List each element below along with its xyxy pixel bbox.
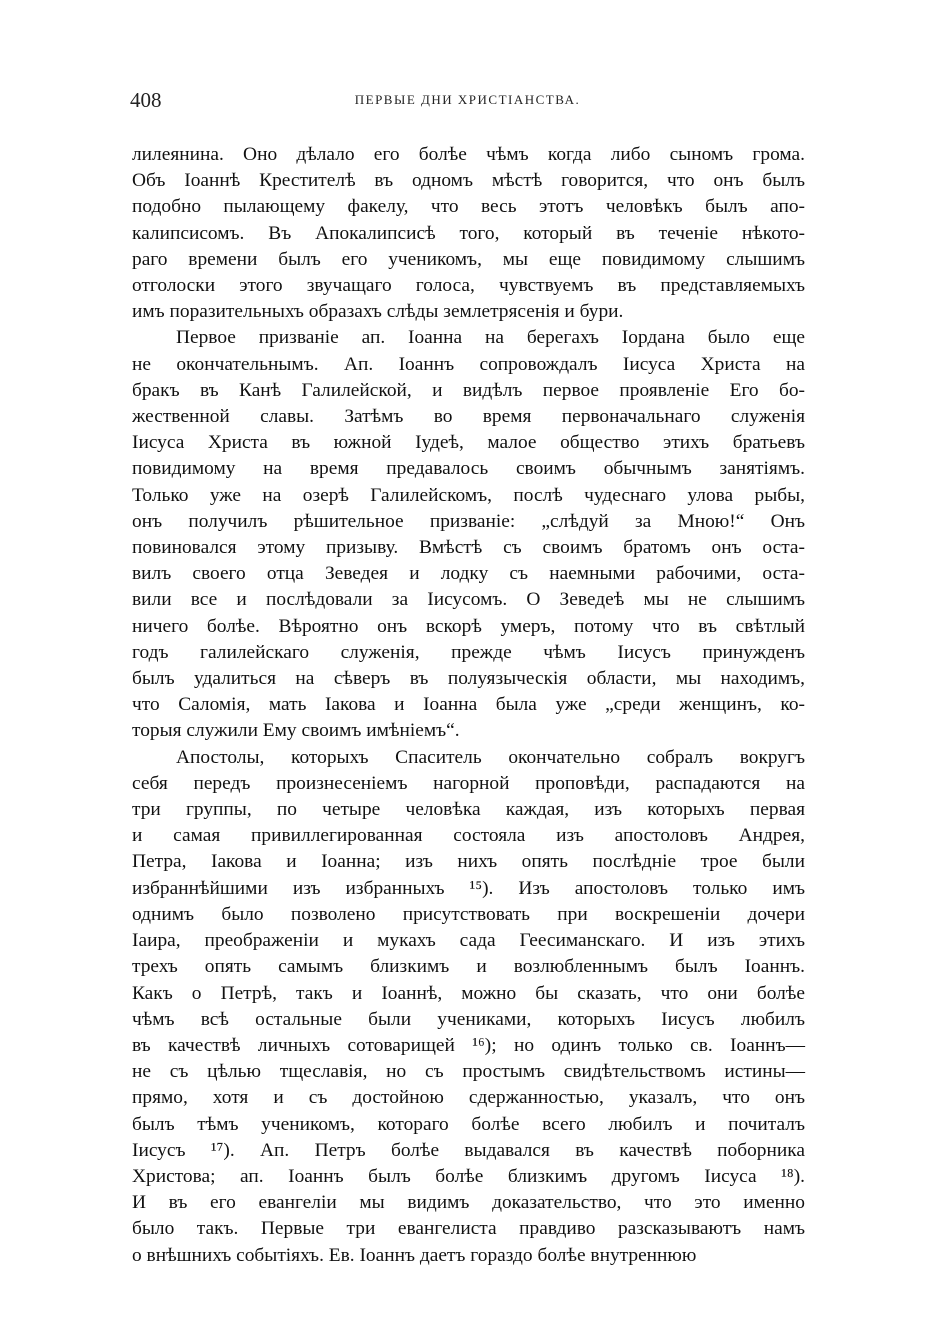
text-line: Петра, Iакова и Iоанна; изъ нихъ опять послѣднiе трое были [132,851,805,873]
text-line: въ качествѣ личныхъ сотоварищей ¹⁶); но одинъ только св. Iоаннъ— [132,1034,805,1056]
text-line: о внѣшнихъ событiяхъ. Ев. Iоаннъ даетъ гораздо болѣе внутреннюю [132,1244,697,1266]
text-line: лилеянина. Оно дѣлало его болѣе чѣмъ когда либо сыномъ грома. [132,144,805,165]
text-line: было такъ. Первые три евангелиста правдиво разсказываютъ намъ [132,1218,805,1240]
paragraph [132,142,805,325]
paragraph [132,745,805,1269]
text-line: и самая привиллегированная состояла изъ апостоловъ Андрея, [132,825,805,847]
text-line: повиновался этому призыву. Вмѣстѣ съ своимъ братомъ онъ оста- [132,537,805,559]
text-line: Iисуса Христа въ южной Iудеѣ, малое общество этихъ братьевъ [132,432,805,454]
text-line: три группы, по четыре человѣка каждая, изъ которыхъ первая [132,799,805,821]
text-line: Христова; ап. Iоаннъ былъ болѣе близкимъ другомъ Iисуса ¹⁸). [132,1165,805,1187]
text-line: повидимому на время предавалось своимъ обычнымъ занятiямъ. [132,458,805,480]
text-line: имъ поразительныхъ образахъ слѣды землетрясенiя и бури. [132,301,624,323]
page-number: 408 [130,88,162,112]
text-line: Iисусъ ¹⁷). Ап. Петръ болѣе выдавался въ качествѣ поборника [132,1139,805,1161]
text-line: И въ его евангелiи мы видимъ доказательство, что это именно [132,1192,805,1214]
text-line: Объ Iоаннѣ Крестителѣ въ одномъ мѣстѣ говорится, что онъ былъ [132,170,805,192]
running-title: ПЕРВЫЕ ДНИ ХРИСТIАНСТВА. [354,92,581,107]
text-line: былъ тѣмъ ученикомъ, котораго болѣе всего любилъ и почиталъ [132,1113,805,1135]
text-line: Первое призванiе ап. Iоанна на берегахъ Iордана было еще [176,327,805,349]
text-line: однимъ было позволено присутствовать при воскрешенiи дочери [132,903,805,925]
text-line: Iаира, преображенiи и мукахъ сада Геесиманскаго. И изъ этихъ [132,930,805,952]
text-line: не окончательнымъ. Ап. Iоаннъ сопровождалъ Iисуса Христа на [132,353,805,375]
text-line: отголоски этого звучащаго голоса, чувствуемъ въ представляемыхъ [132,275,805,297]
text-line: подобно пылающему факелу, что весь этотъ человѣкъ былъ апо- [132,196,805,218]
text-line: бракъ въ Канѣ Галилейской, и видѣлъ первое проявленiе Его бо- [132,379,805,401]
text-line: ничего болѣе. Вѣроятно онъ вскорѣ умеръ, потому что въ свѣтлый [132,615,805,637]
text-line: что Саломiя, мать Iакова и Iоанна была уже „среди женщинъ, ко- [132,694,805,716]
text-line: вили все и послѣдовали за Iисусомъ. О Зеведеѣ мы не слышимъ [132,589,805,611]
text-line: торыя служили Ему своимъ имѣнiемъ“. [132,720,460,742]
text-line: Апостолы, которыхъ Спаситель окончательно собралъ вокругъ [176,746,805,768]
text-line: раго времени былъ его ученикомъ, мы еще повидимому слышимъ [132,248,805,270]
text-line: вилъ своего отца Зеведея и лодку съ наемными рабочими, оста- [132,563,805,585]
text-line: себя передъ произнесенiемъ нагорной проповѣди, распадаются на [132,772,805,794]
text-line: чѣмъ всѣ остальные были учениками, которыхъ Iисусъ любилъ [132,1008,805,1030]
text-line: прямо, хотя и съ достойною сдержанностью, указалъ, что онъ [132,1087,805,1109]
body-text [132,142,805,1269]
text-line: онъ получилъ рѣшительное призванiе: „слѣдуй за Мною!“ Онъ [132,510,805,532]
page-header [130,88,805,116]
text-line: жественной славы. Затѣмъ во время первоначальнаго служенiя [132,406,805,428]
text-line: не съ цѣлью тщеславiя, но съ простымъ свидѣтельствомъ истины— [132,1061,805,1083]
text-line: Какъ о Петрѣ, такъ и Iоаннѣ, можно бы сказать, что они болѣе [132,982,805,1004]
paragraph [132,325,805,744]
text-line: Только уже на озерѣ Галилейскомъ, послѣ чудеснаго улова рыбы, [132,484,805,506]
text-line: годъ галилейскаго служенiя, прежде чѣмъ Iисусъ принужденъ [132,641,805,663]
text-line: избраннѣйшими изъ избранныхъ ¹⁵). Изъ апостоловъ только имъ [132,877,805,899]
text-line: трехъ опять самымъ близкимъ и возлюбленнымъ былъ Iоаннъ. [132,956,805,978]
text-line: былъ удалиться на сѣверъ въ полуязыческiя области, мы находимъ, [132,668,805,690]
text-line: калипсисомъ. Въ Апокалипсисѣ того, который въ теченiе нѣкото- [132,222,805,244]
